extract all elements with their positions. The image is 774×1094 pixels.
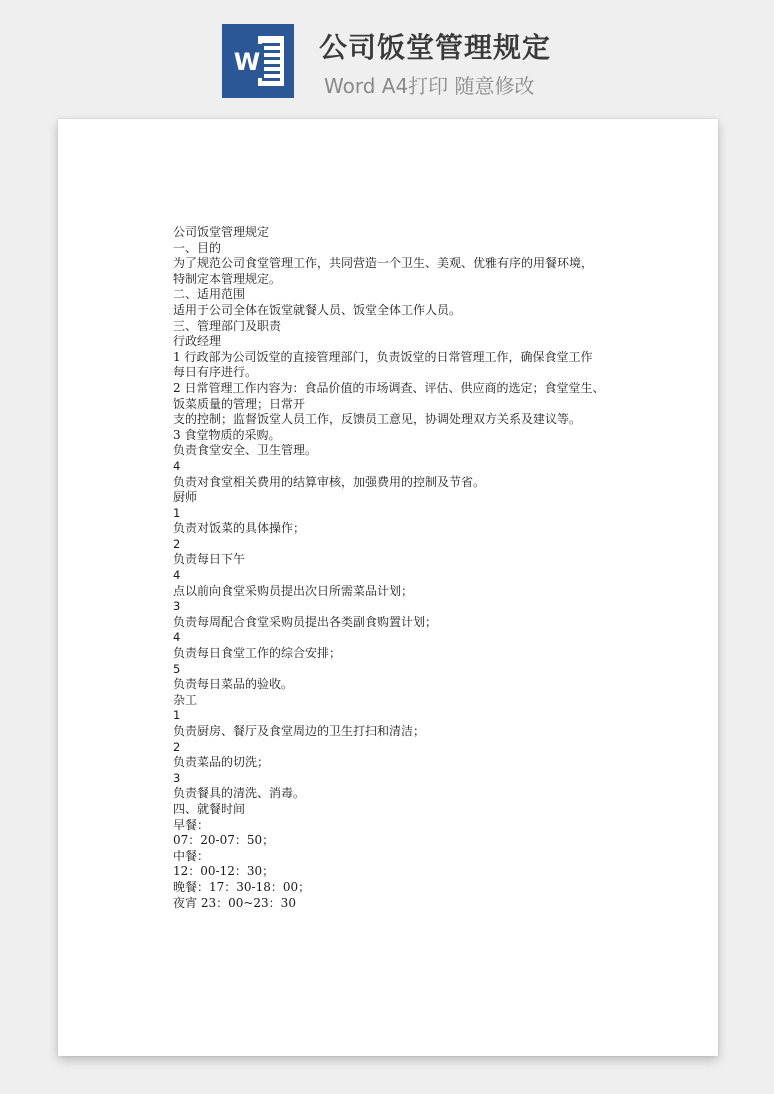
- document-line: 负责厨房、餐厅及食堂周边的卫生打扫和清洁；: [173, 724, 426, 738]
- document-line: 负责菜品的切洗；: [173, 755, 270, 770]
- document-line: 07：20-07：50；: [173, 833, 275, 848]
- document-line: 特制定本管理规定。: [173, 271, 282, 286]
- document-body: [173, 225, 613, 911]
- document-line: 饭菜质量的管理；日常开: [173, 396, 306, 411]
- document-page: [58, 119, 718, 1056]
- document-line: 负责食堂安全、卫生管理。: [173, 443, 318, 458]
- document-line: 1: [173, 505, 181, 520]
- page-header: [0, 0, 774, 110]
- document-line: 晚餐：17：30-18：00；: [173, 879, 311, 894]
- document-line: 支的控制；监督饭堂人员工作，反馈员工意见，协调处理双方关系及建议等。: [173, 412, 582, 427]
- document-line: 负责餐具的清洗、消毒。: [173, 786, 306, 801]
- document-line: 四、就餐时间: [173, 801, 246, 816]
- document-line: 早餐：: [173, 817, 210, 832]
- document-line: 1: [173, 708, 181, 723]
- document-line: 负责每日食堂工作的综合安排；: [173, 646, 342, 661]
- document-line: 二、适用范围: [173, 287, 246, 302]
- document-line: 4: [173, 458, 181, 473]
- document-line: 3: [173, 770, 181, 785]
- page-title: 公司饭堂管理规定: [319, 31, 552, 64]
- document-line: 4: [173, 568, 181, 583]
- document-line: 负责对食堂相关费用的结算审核，加强费用的控制及节省。: [173, 474, 486, 489]
- document-line: 点以前向食堂采购员提出次日所需菜品计划；: [173, 583, 414, 598]
- document-line: 2: [173, 536, 181, 551]
- page-subtitle: Word A4打印 随意修改: [324, 74, 535, 98]
- document-line: 每日有序进行。: [173, 365, 258, 380]
- document-line: 为了规范公司食堂管理工作，共同营造一个卫生、美观、优雅有序的用餐环境，: [173, 256, 594, 271]
- document-line: 3: [173, 599, 181, 614]
- document-line: 适用于公司全体在饭堂就餐人员、饭堂全体工作人员。: [173, 302, 462, 317]
- document-line: 4: [173, 630, 181, 645]
- document-line: 三、管理部门及职责: [173, 318, 282, 333]
- word-doc-icon: [222, 24, 294, 98]
- document-line: 5: [173, 661, 181, 676]
- document-line: 负责每日菜品的验收。: [173, 677, 294, 692]
- document-line: 负责每周配合食堂采购员提出各类副食购置计划；: [173, 614, 438, 629]
- document-line: 负责每日下午: [173, 552, 246, 567]
- word-icon-letter: W: [233, 48, 261, 76]
- document-line: 行政经理: [173, 334, 222, 349]
- document-line: 公司饭堂管理规定: [173, 225, 270, 239]
- document-line: 中餐：: [173, 848, 210, 863]
- document-line: 负责对饭菜的具体操作；: [173, 521, 306, 536]
- document-line: 2: [173, 739, 181, 754]
- document-line: 3 食堂物质的采购。: [173, 427, 281, 442]
- document-line: 12：00-12：30；: [173, 864, 275, 879]
- document-line: 杂工: [173, 692, 198, 707]
- document-line: 一、目的: [173, 240, 222, 255]
- document-line: 夜宵 23：00~23：30: [173, 895, 296, 910]
- document-line: 厨师: [173, 490, 198, 505]
- document-line: 2 日常管理工作内容为：食品价值的市场调查、评估、供应商的选定；食堂堂生、: [173, 380, 605, 395]
- document-line: 1 行政部为公司饭堂的直接管理部门，负责饭堂的日常管理工作，确保食堂工作: [173, 349, 593, 364]
